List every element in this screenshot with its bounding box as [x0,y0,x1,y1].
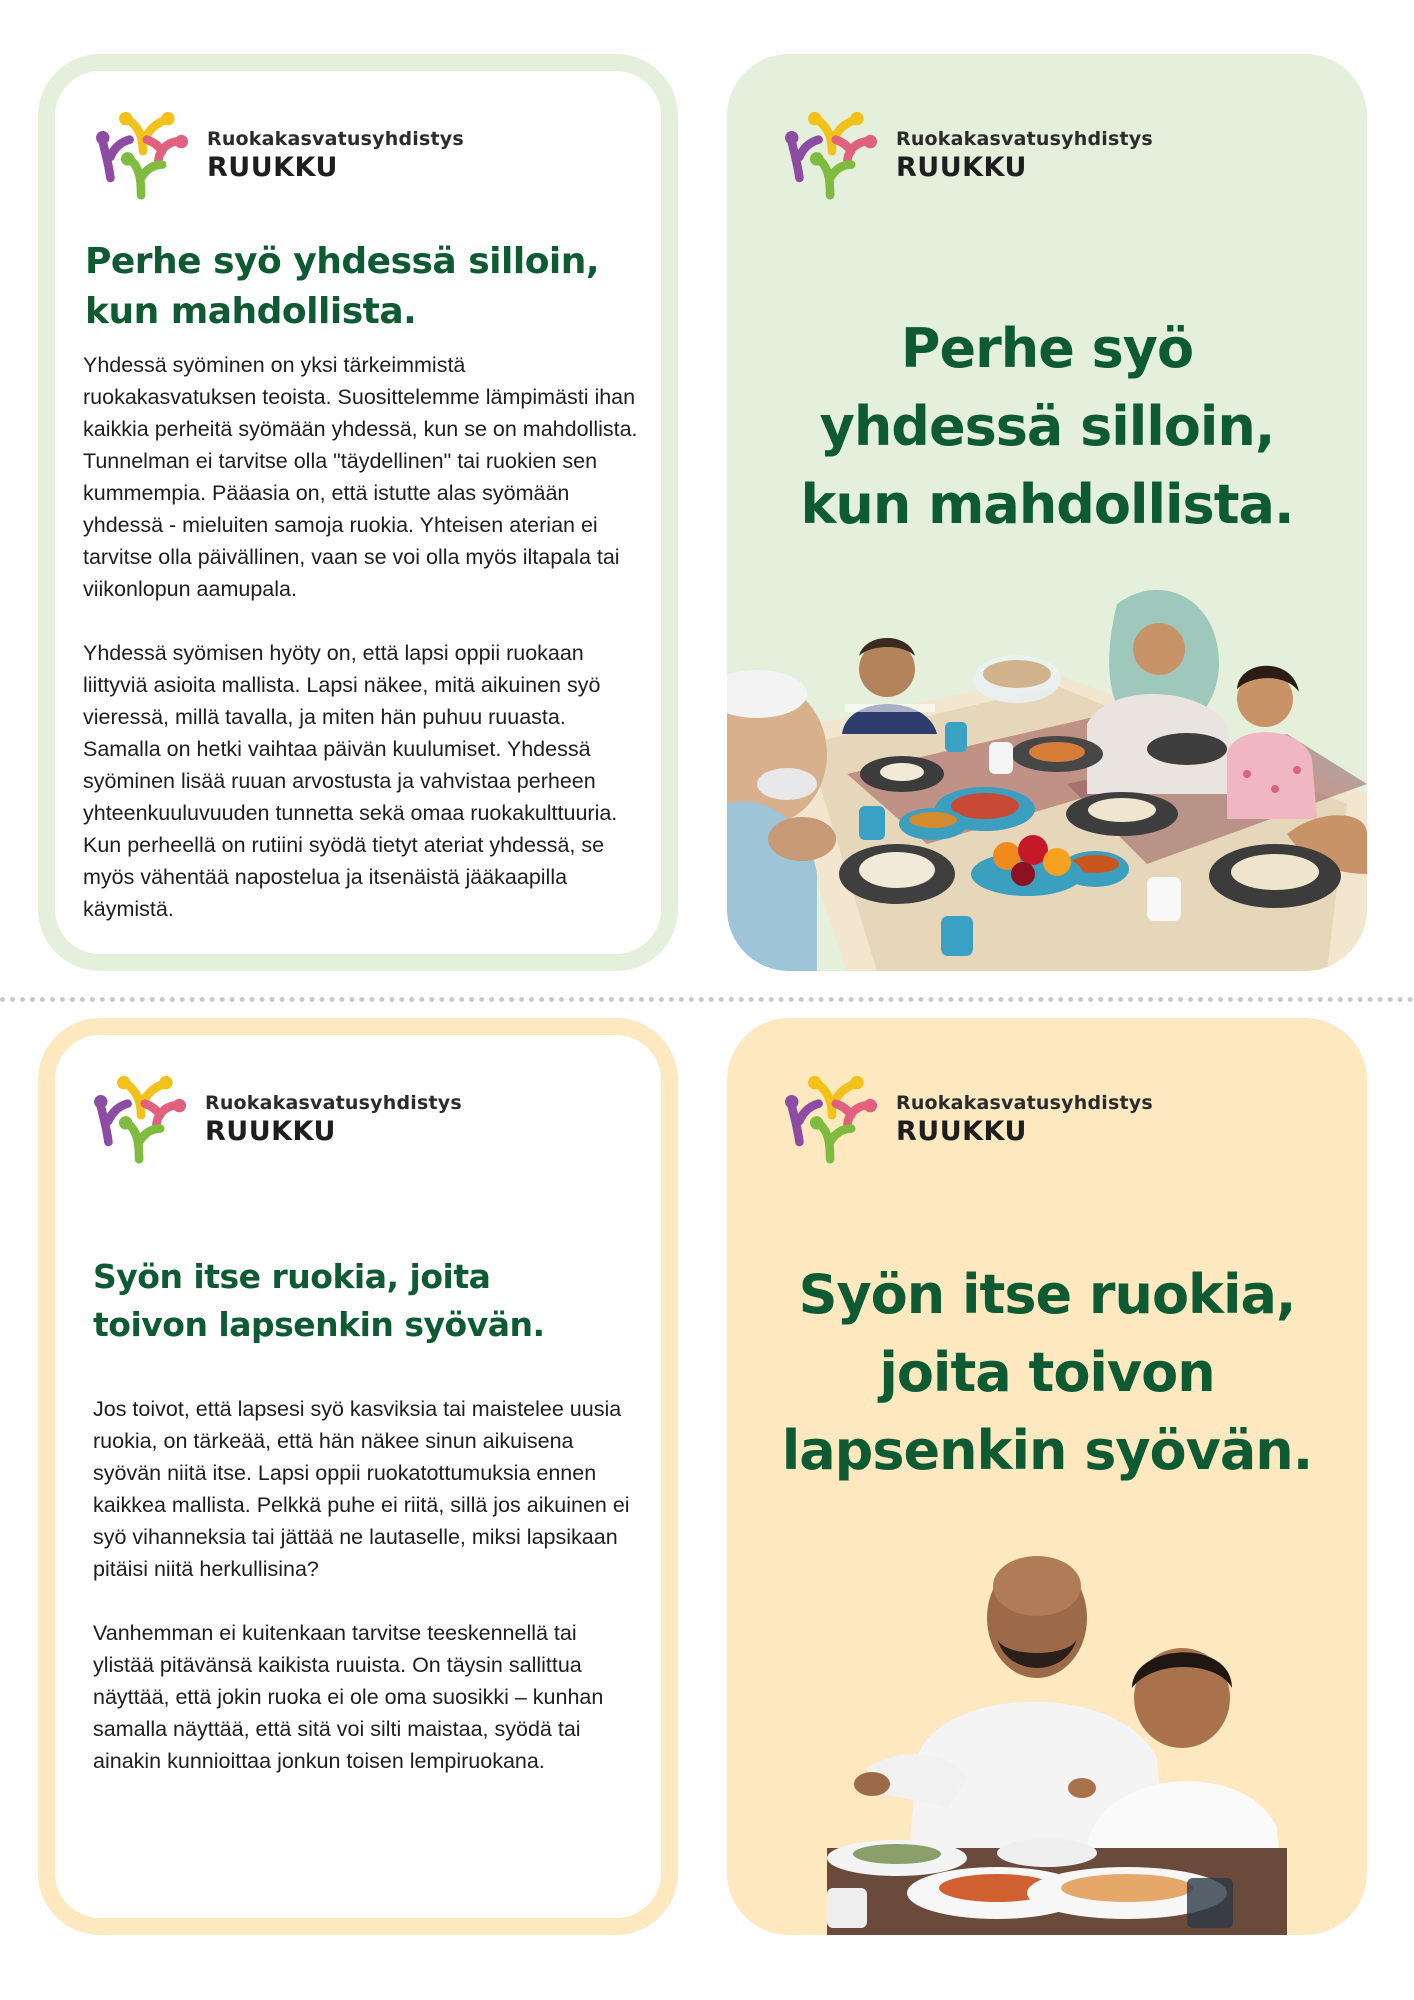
brand-name-line1: Ruokakasvatusyhdistys [896,127,1153,150]
body-paragraph: Jos toivot, että lapsesi syö kasviksia tai maistelee uusia ruokia, on tärkeää, että hän näkee sinun aikuisena syövän niitä itse. Lapsi oppii ruokatottumuksia ennen kaikkea mallista. Pelkkä puhe ei riitä, sillä jos aikuinen ei syö vihanneksia tai jättää ne lautaselle, miksi lapsikaan pitäisi niitä herkullisina? [93,1397,630,1581]
card-front-title: Perhe syö yhdessä silloin, kun mahdollista. [800,317,1294,536]
card-front-eat-what-you-hope [727,1018,1367,1935]
card-back-body [83,349,643,957]
card-back-title: Syön itse ruokia, joita toivon lapsenkin syövän. [93,1257,545,1344]
body-paragraph: Yhdessä syömisen hyöty on, että lapsi oppii ruokaan liittyviä asioita mallista. Lapsi näkee, mitä aikuinen syö vieressä, millä tavalla, ja miten hän puhuu ruuasta. Samalla on hetki vaihtaa päivän kuulumiset. Yhdessä syöminen lisää ruuan arvostusta ja vahvistaa perheen yhteenkuuluvuuden tunnetta sekä omaa ruokakulttuuria. Kun perheellä on rutiini syödä tietyt ateriat yhdessä, se myös vähentää napostelua ja itsenäistä jääkaapilla käymistä. [83,641,618,921]
body-paragraph: Yhdessä syöminen on yksi tärkeimmistä ruokakasvatuksen teoista. Suosittelemme lämpimästi ihan kaikkia perheitä syömään yhdessä, kun se on mahdollista. Tunnelman ei tarvitse olla "täydellinen" tai ruokien sen kummempia. Pääasia on, että istutte alas syömään yhdessä - mieluiten samoja ruokia. Yhteisen aterian ei tarvitse olla päivällinen, vaan se voi olla myös iltapala tai viikonlopun aamupala. [83,353,638,601]
ruukku-logo-icon [91,1073,191,1165]
cut-line-divider [0,997,1414,1002]
card-back-title: Perhe syö yhdessä silloin, kun mahdollista. [85,241,600,332]
brand-name-line1: Ruokakasvatusyhdistys [205,1091,462,1114]
brand-name-line2: RUUKKU [207,151,338,183]
card-front-title: Syön itse ruokia, joita toivon lapsenkin syövän. [781,1263,1313,1482]
brand-logo [782,1073,1153,1165]
card-back-eat-what-you-hope [38,1018,678,1935]
card-back-body [93,1393,643,1809]
family-dinner-photo [727,574,1367,971]
brand-logo [93,109,464,201]
ruukku-logo-icon [782,1073,882,1165]
brand-name-line2: RUUKKU [205,1115,336,1147]
body-paragraph: Vanhemman ei kuitenkaan tarvitse teeskennellä tai ylistää pitävänsä kaikista ruuista. On täysin sallittua näyttää, että jokin ruoka ei ole oma suosikki – kunhan samalla näyttää, että sitä voi silti maistaa, syödä tai ainakin kunnioittaa jonkun toisen lempiruokana. [93,1621,604,1773]
father-son-eating-photo [827,1548,1287,1935]
card-back-family-eats-together [38,54,678,971]
brand-name-line2: RUUKKU [896,151,1027,183]
ruukku-logo-icon [93,109,193,201]
brand-logo [91,1073,462,1165]
card-front-family-eats-together [727,54,1367,971]
brand-logo [782,109,1153,201]
ruukku-logo-icon [782,109,882,201]
brand-name-line2: RUUKKU [896,1115,1027,1147]
brand-name-line1: Ruokakasvatusyhdistys [207,127,464,150]
brand-name-line1: Ruokakasvatusyhdistys [896,1091,1153,1114]
